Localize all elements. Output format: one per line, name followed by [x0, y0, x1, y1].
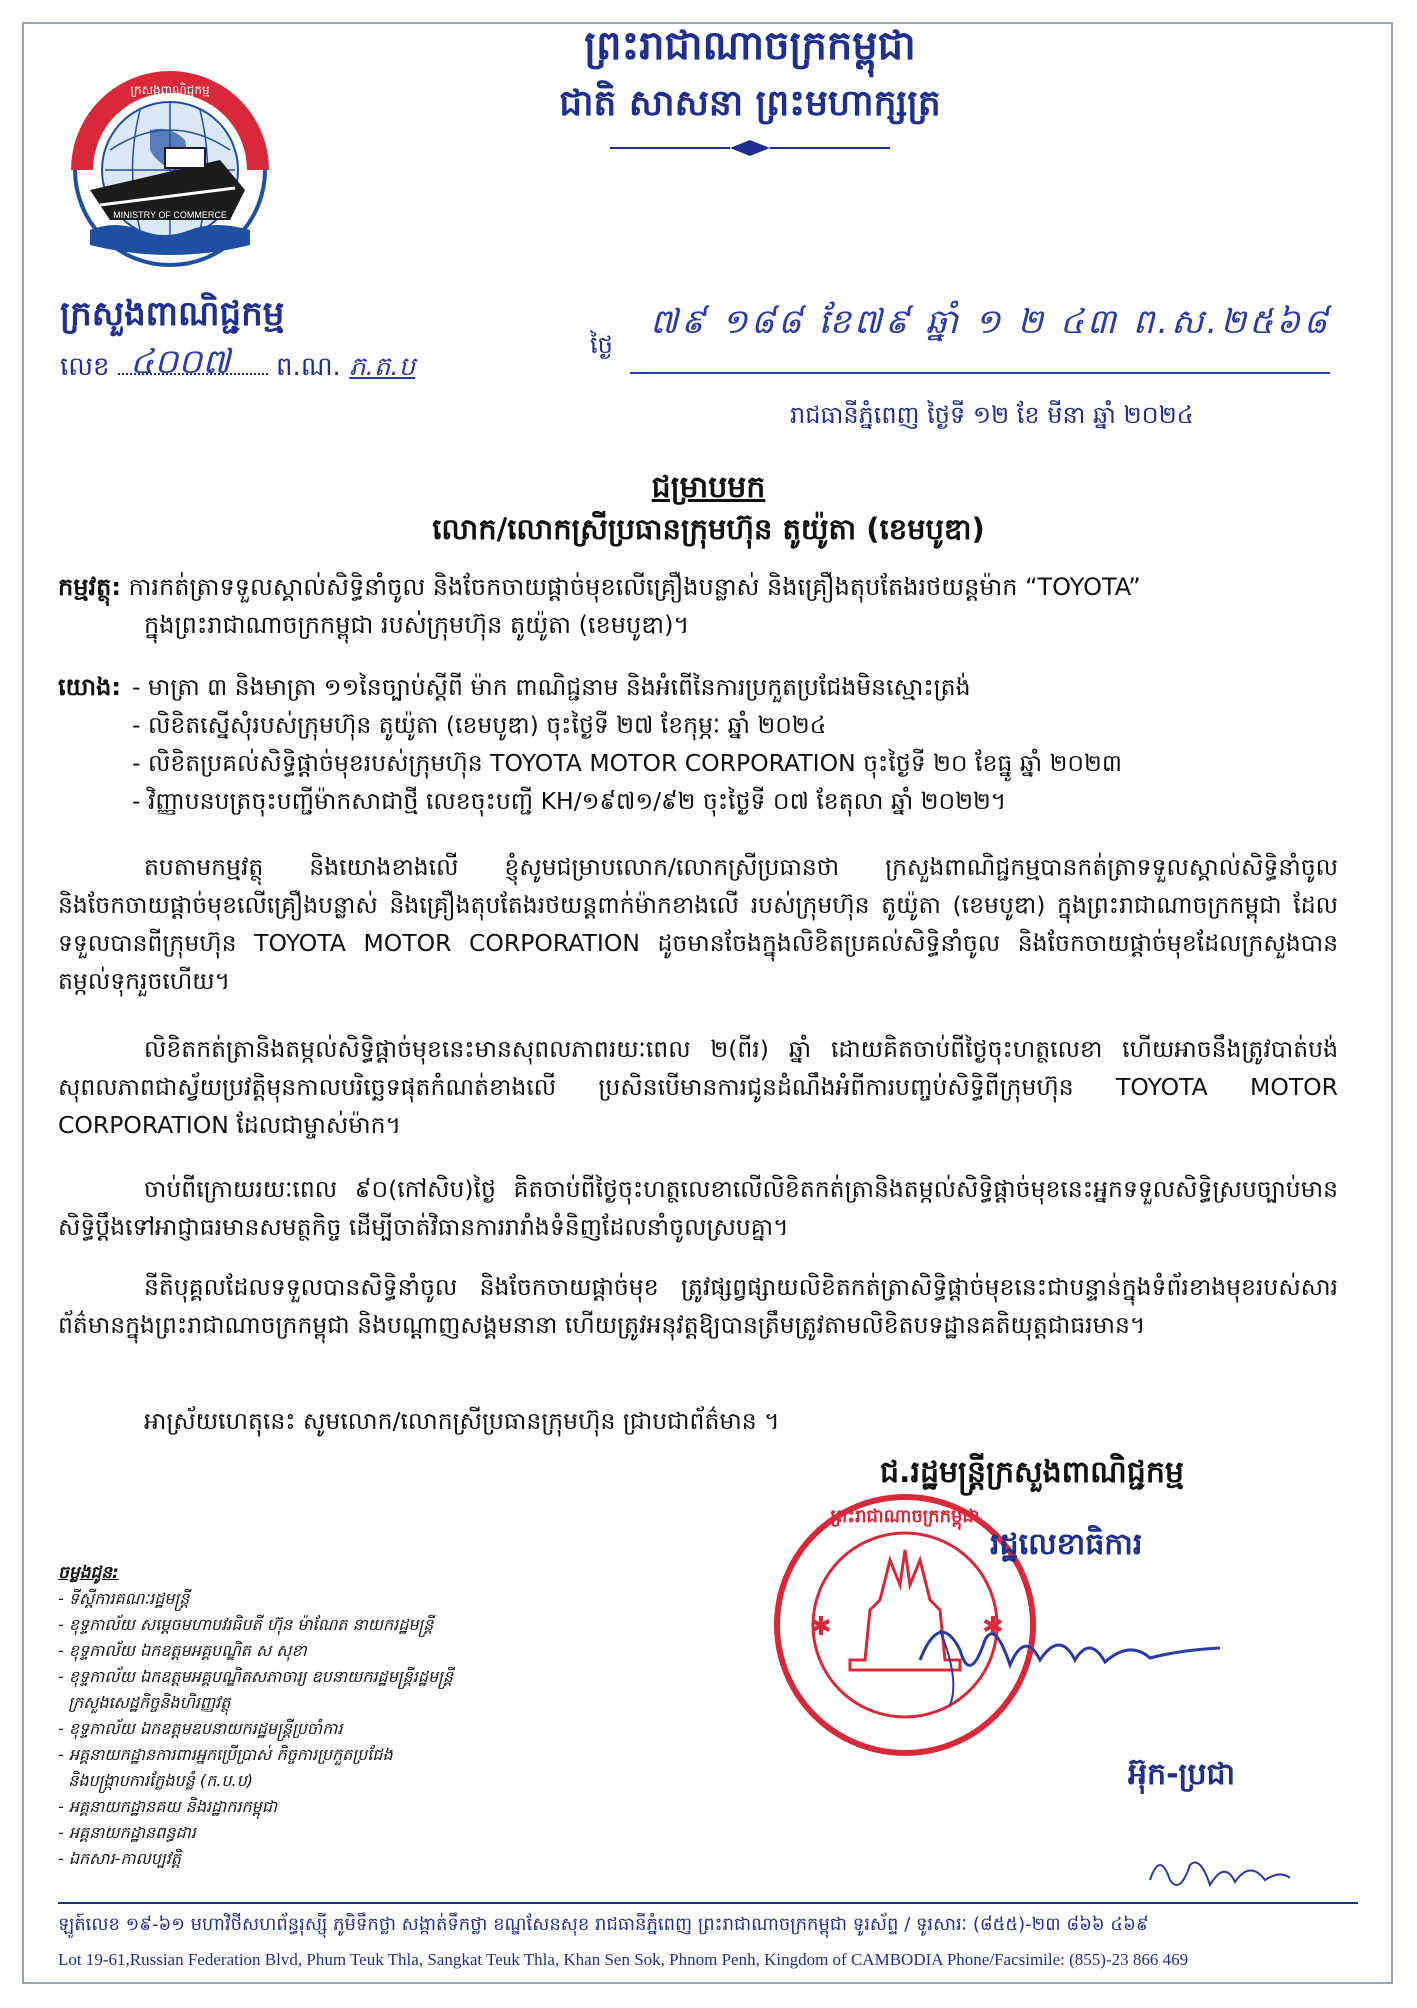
subject-label: កម្មវត្ថុ:	[58, 573, 121, 601]
reference-item: - វិញ្ញាបនបត្រចុះបញ្ជីម៉ាកសាជាថ្មី លេខចុះបញ្ជី KH/១៩៧១/៩២ ចុះថ្ងៃទី ០៧ ខែតុលា ឆ្នាំ ២០២២។	[132, 787, 1007, 815]
footer-address-khmer: ឡូត៍លេខ ១៩-៦១ មហាវិថីសហព័ន្ធរុស្ស៊ី ភូមិទឹកថ្លា សង្កាត់ទឹកថ្លា ខណ្ឌសែនសុខ រាជធានីភ្នំពេញ ព្រះរាជាណាចក្រកម្ពុជា ទូរស័ព្ទ / ទូរសារៈ (៨៥៥)-២៣ ៨៦៦ ៤៦៩	[58, 1914, 1149, 1935]
cc-title: ចម្លងជូន:	[58, 1563, 119, 1583]
body-paragraph-1: តបតាមកម្មវត្ថុ និងយោងខាងលើ ខ្ញុំសូមជម្រាបលោក/លោកស្រីប្រធានថា ក្រសួងពាណិជ្ជកម្មបានកត់ត្រាទទួលស្គាល់សិទ្ធិនាំចូល និងចែកចាយផ្តាច់មុខលើគ្រឿងបន្លាស់ និងគ្រឿងតុបតែងរថយន្តពាក់ម៉ាកខាងលើ របស់ក្រុមហ៊ុន តូយ៉ូតា (ខេមបូឌា) ក្នុងព្រះរាជាណាចក្រកម្ពុជា ដែលទទួលបានពីក្រុមហ៊ុន TOYOTA MOTOR CORPORATION ដូចមានចែងក្នុងលិខិតប្រគល់សិទ្ធិនាំចូល និងចែកចាយផ្តាច់មុខដែលក្រសួងបានតម្កល់ទុករួចហើយ។	[58, 853, 1338, 995]
logo-caption: MINISTRY OF COMMERCE	[113, 210, 227, 220]
reference-number	[60, 350, 415, 388]
ministry-name: ក្រសួងពាណិជ្ជកម្ម	[60, 294, 285, 334]
body-paragraph-4: នីតិបុគ្គលដែលទទួលបានសិទ្ធិនាំចូល និងចែកចាយផ្តាច់មុខ ត្រូវផ្សព្វផ្សាយលិខិតកត់ត្រាសិទ្ធិផ្តាច់មុខនេះជាបន្ទាន់ក្នុងទំព័រខាងមុខរបស់សារព័ត៌មានក្នុងព្រះរាជាណាចក្រកម្ពុជា និងបណ្តាញសង្គមនានា ហើយត្រូវអនុវត្តឱ្យបានត្រឹមត្រូវតាមលិខិតបទដ្ឋានគតិយុត្តជាធរមាន។	[58, 1273, 1338, 1339]
lunar-date-line	[630, 372, 1330, 374]
reference-label: យោង:	[58, 673, 121, 701]
signer-name: អ៊ុក-ប្រជា	[1128, 1757, 1236, 1792]
solar-date: រាជធានីភ្នំពេញ ថ្ងៃទី ១២ ខែ មីនា ឆ្នាំ ២០២៤	[790, 401, 1194, 429]
svg-text:✱: ✱	[982, 1612, 1004, 1642]
lunar-date-prefix: ថ្ងៃ	[590, 331, 613, 359]
recipient: លោក/លោកស្រីប្រធានក្រុមហ៊ុន តូយ៉ូតា (ខេមបូឌា)	[432, 512, 985, 546]
motto-heading: ជាតិ សាសនា ព្រះមហាក្សត្រ	[559, 83, 941, 124]
ministry-logo	[70, 70, 270, 270]
cc-item: ក្រសួងសេដ្ឋកិច្ចនិងហិរញ្ញវត្ថុ	[58, 1693, 231, 1712]
signature-title: ជ.រដ្ឋមន្ត្រីក្រសួងពាណិជ្ជកម្ម	[880, 1455, 1184, 1490]
ref-suffix-handwritten: ភ.ត.ប	[349, 352, 416, 382]
ref-handwritten: ៤០០៧	[130, 342, 231, 382]
salutation: ជម្រាបមក	[651, 470, 766, 505]
reference-item: - លិខិតស្នើសុំរបស់ក្រុមហ៊ុន តូយ៉ូតា (ខេមបូឌា) ចុះថ្ងៃទី ២៧ ខែកុម្ភៈ ឆ្នាំ ២០២៤	[132, 711, 827, 739]
signature-handwriting	[900, 1590, 1240, 1710]
cc-item: - ខុទ្ទកាល័យ សម្តេចមហាបវរធិបតី ហ៊ុន ម៉ាណែត នាយករដ្ឋមន្ត្រី	[58, 1615, 434, 1634]
cc-item: - ខុទ្ទកាល័យ ឯកឧត្តមអគ្គបណ្ឌិតសភាចារ្យ ឧបនាយករដ្ឋមន្ត្រីរដ្ឋមន្ត្រី	[58, 1667, 454, 1686]
kingdom-heading: ព្រះរាជាណាចក្រកម្ពុជា	[584, 23, 916, 69]
body-paragraph-5: អាស្រ័យហេតុនេះ សូមលោក/លោកស្រីប្រធានក្រុមហ៊ុន ជ្រាបជាព័ត៌មាន ។	[144, 1407, 780, 1435]
lunar-date-handwritten: ៧៩ ១៨៨ ខែ៧៩ ឆ្នាំ ១ ២ ៤៣ ព.ស.២៥៦៨	[650, 302, 1331, 342]
cc-list	[58, 1560, 453, 1872]
ref-suffix: ព.ណ.	[276, 352, 341, 382]
cc-item: - ទីស្តីការគណៈរដ្ឋមន្ត្រី	[58, 1589, 190, 1608]
signature-subtitle: រដ្ឋលេខាធិការ	[990, 1527, 1143, 1562]
initial-handwriting	[1140, 1840, 1300, 1900]
subject-line-2: ក្នុងព្រះរាជាណាចក្រកម្ពុជា របស់ក្រុមហ៊ុន តូយ៉ូតា (ខេមបូឌា)។	[144, 611, 690, 639]
subject-line-1: ការកត់ត្រាទទួលស្គាល់សិទ្ធិនាំចូល និងចែកចាយផ្តាច់មុខលើគ្រឿងបន្លាស់ និងគ្រឿងតុបតែងរថយន្តម៉ាក “TOYOTA”	[128, 573, 1141, 601]
seal-text: ព្រះរាជាណាចក្រកម្ពុជា	[830, 1506, 980, 1527]
reference-item: - មាត្រា ៣ និងមាត្រា ១១នៃច្បាប់ស្តីពី ម៉ាក ពាណិជ្ជនាម និងអំពើនៃការប្រកួតប្រជែងមិនស្មោះត្រង់	[132, 673, 971, 701]
cc-item: - អគ្គនាយកដ្ឋានពន្ធដារ	[58, 1823, 196, 1842]
svg-text:✱: ✱	[810, 1612, 832, 1642]
cc-item: - អគ្គនាយកដ្ឋានការពារអ្នកប្រើប្រាស់ កិច្ចការប្រកួតប្រជែង	[58, 1745, 393, 1764]
body-paragraph-3: ចាប់ពីក្រោយរយៈពេល ៩០(កៅសិប)ថ្ងៃ គិតចាប់ពីថ្ងៃចុះហត្ថលេខាលើលិខិតកត់ត្រានិងតម្កល់សិទ្ធិផ្តាច់មុខនេះអ្នកទទួលសិទ្ធិស្របច្បាប់មានសិទ្ធិប្តឹងទៅអាជ្ញាធរមានសមត្ថកិច្ច ដើម្បីចាត់វិធានការរារាំងទំនិញដែលនាំចូលស្របគ្នា។	[58, 1175, 1338, 1241]
logo-top-text: ក្រសួងពាណិជ្ជកម្ម	[130, 83, 210, 97]
ref-label: លេខ	[60, 352, 110, 382]
heading-ornament	[600, 138, 900, 158]
cc-item: - អគ្គនាយកដ្ឋានគយ និងរដ្ឋាករកម្ពុជា	[58, 1797, 278, 1816]
cc-item: - ឯកសារ-កាលប្បវត្តិ	[58, 1849, 181, 1868]
footer-divider	[58, 1902, 1358, 1904]
reference-item: - លិខិតប្រគល់សិទ្ធិផ្តាច់មុខរបស់ក្រុមហ៊ុន TOYOTA MOTOR CORPORATION ចុះថ្ងៃទី ២០ ខែធ្នូ ឆ្នាំ ២០២៣	[132, 749, 1122, 777]
cc-item: និងបង្ក្រាបការក្លែងបន្លំ (ក.ប.ប)	[58, 1771, 254, 1790]
body-paragraph-2: លិខិតកត់ត្រានិងតម្កល់សិទ្ធិផ្តាច់មុខនេះមានសុពលភាពរយៈពេល ២(ពីរ) ឆ្នាំ ដោយគិតចាប់ពីថ្ងៃចុះហត្ថលេខា ហើយអាចនឹងត្រូវបាត់បង់សុពលភាពជាស្វ័យប្រវត្តិមុនកាលបរិច្ឆេទផុតកំណត់ខាងលើ ប្រសិនបើមានការជូនដំណឹងអំពីការបញ្ចប់សិទ្ធិពីក្រុមហ៊ុន TOYOTA MOTOR CORPORATION ដែលជាម្ចាស់ម៉ាក។	[58, 1035, 1338, 1139]
subject-block	[58, 568, 1348, 644]
cc-item: - ខុទ្ទកាល័យ ឯកឧត្តមឧបនាយករដ្ឋមន្ត្រីប្រចាំការ	[58, 1719, 343, 1738]
footer-address-english: Lot 19-61,Russian Federation Blvd, Phum Teuk Thla, Sangkat Teuk Thla, Khan Sen Sok, Phnom Penh, Kingdom of CAMBODIA Phone/Facsimile: (855)-23 866 469	[58, 1950, 1189, 1969]
cc-item: - ខុទ្ទកាល័យ ឯកឧត្តមអគ្គបណ្ឌិត ស សុខា	[58, 1641, 307, 1660]
